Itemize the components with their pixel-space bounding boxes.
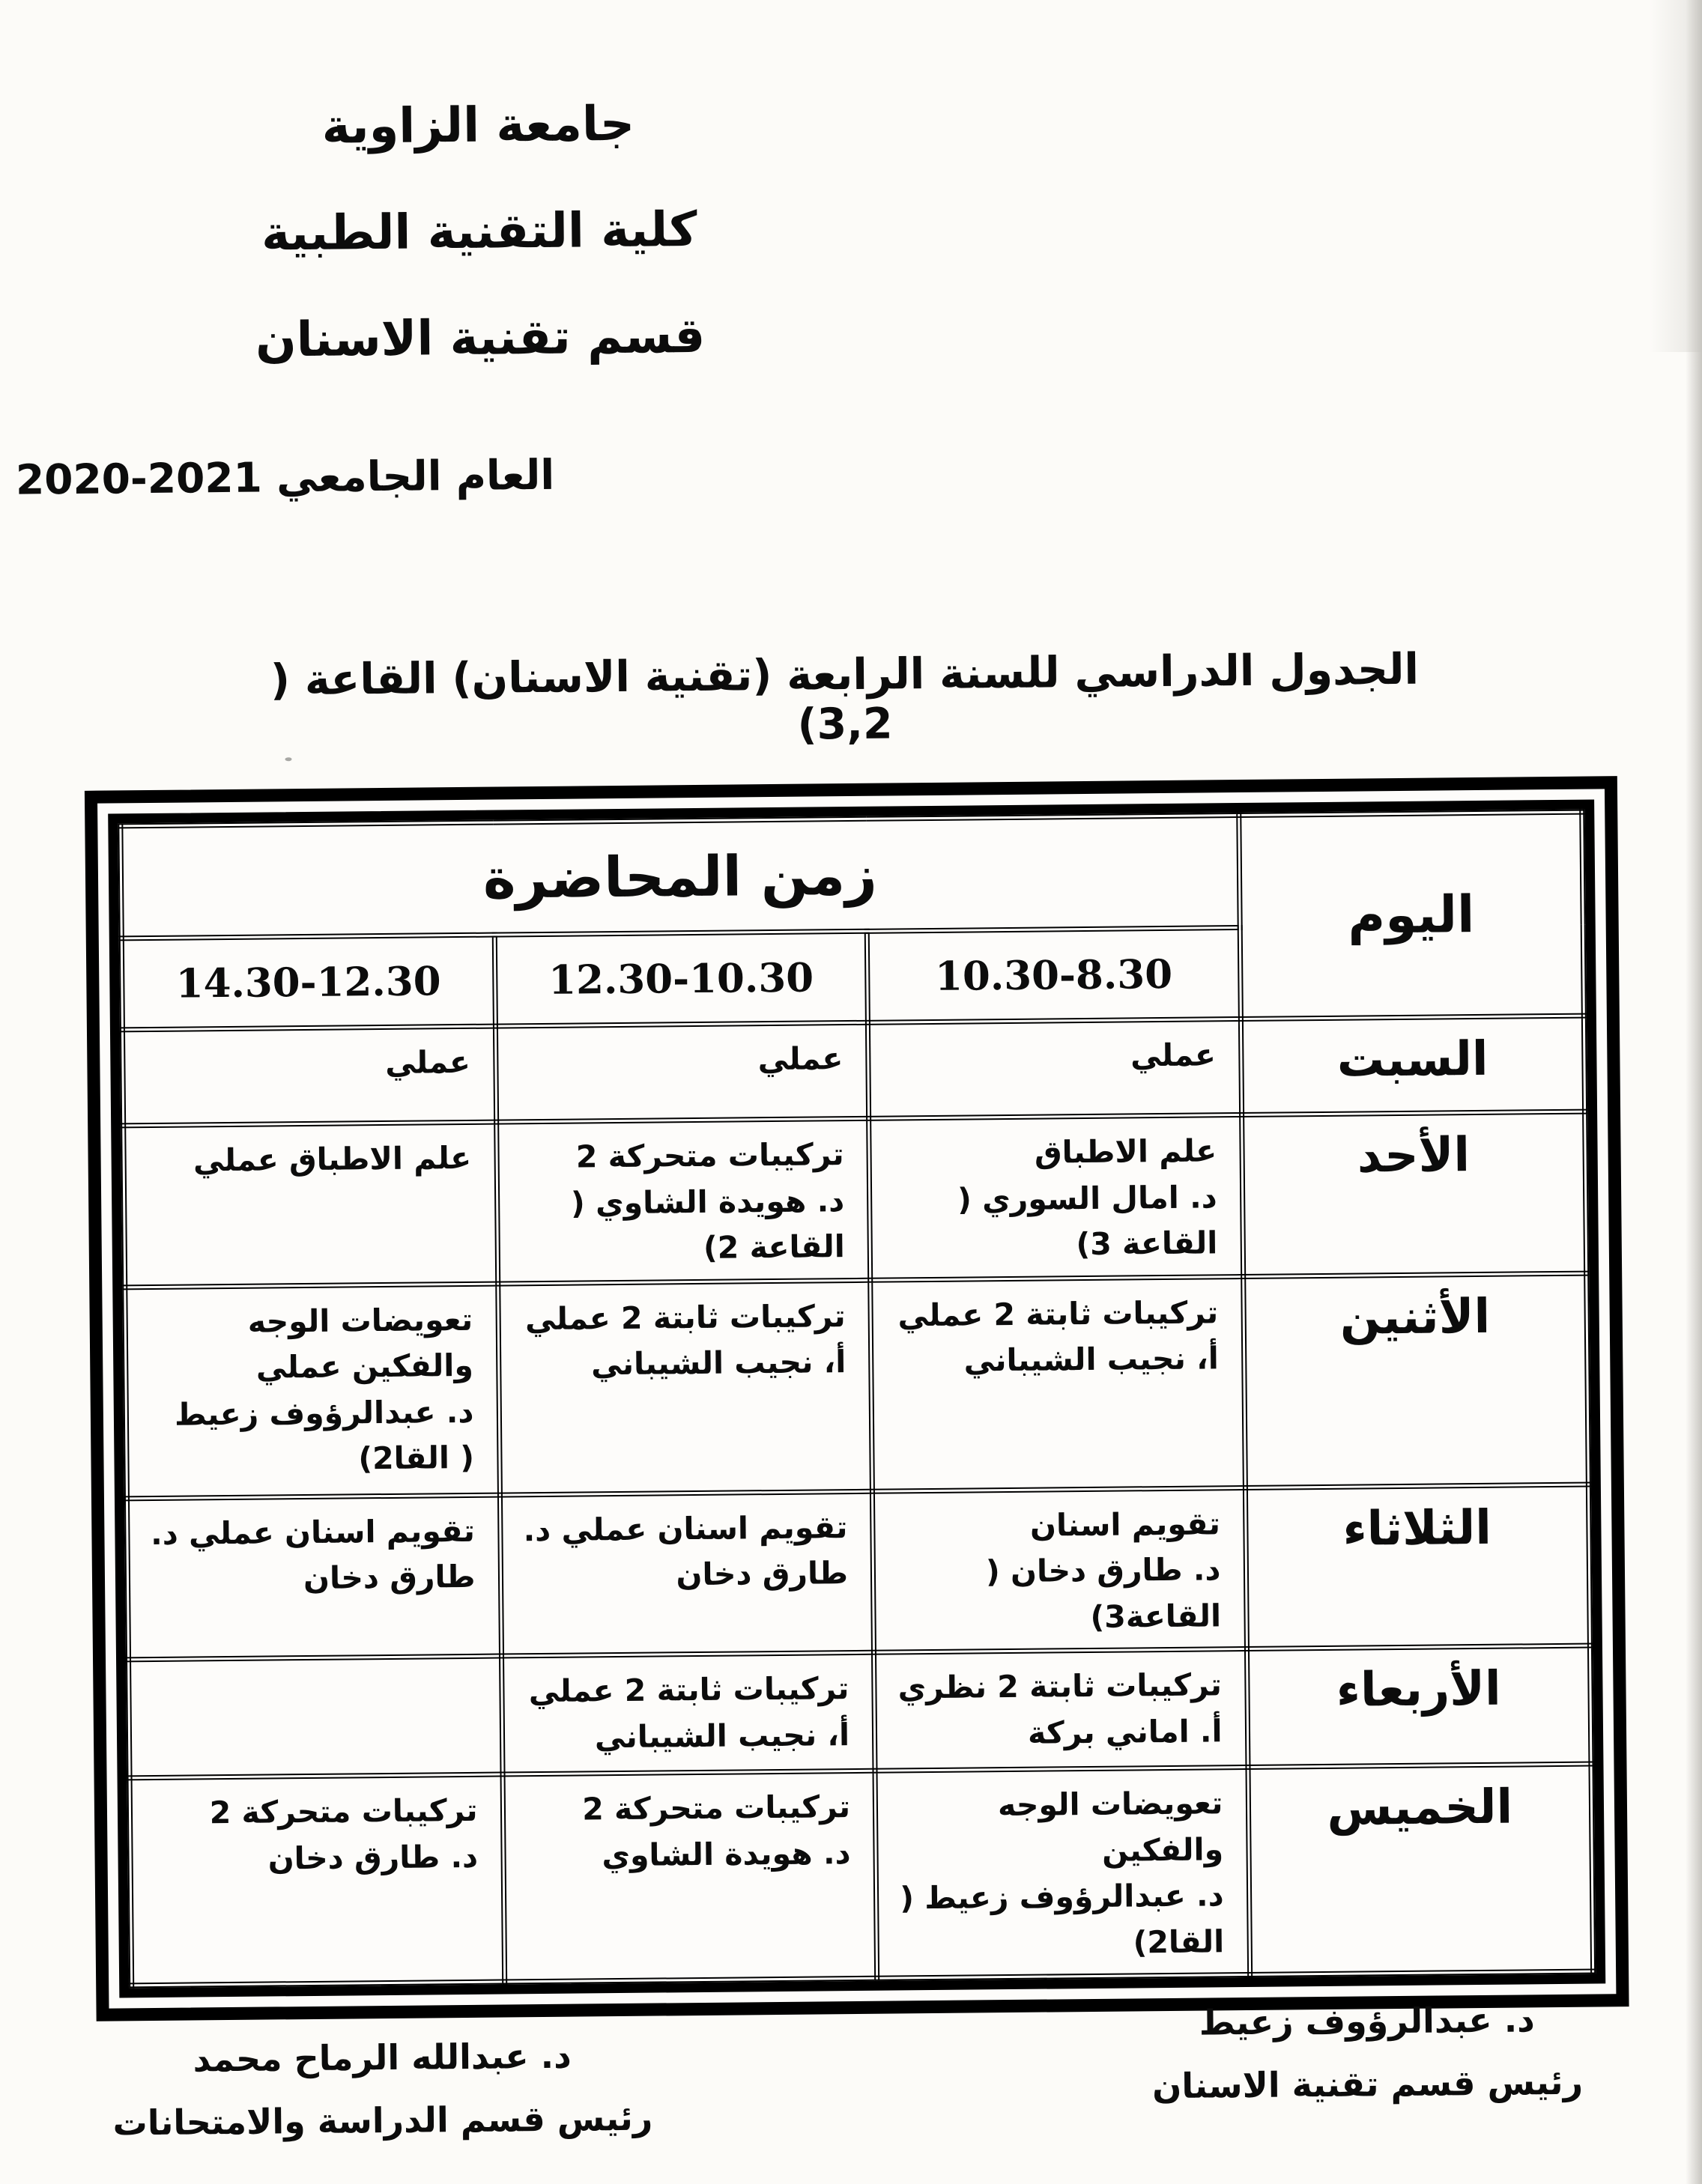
schedule-cell: تركيبات ثابتة 2 عملي أ، نجيب الشيباني xyxy=(497,1280,872,1495)
table-row-sunday xyxy=(124,1111,1587,1287)
day-wednesday: الأربعاء xyxy=(1247,1645,1591,1767)
document-header xyxy=(118,69,841,395)
table-row-thursday xyxy=(130,1764,1593,1986)
schedule-cell: تقويم اسنان عملي د. طارق دخان xyxy=(500,1491,874,1656)
schedule-cell: تركيبات ثابتة 2 عملي أ، نجيب الشيباني xyxy=(501,1652,875,1774)
schedule-cell: تركيبات متحركة 2 د. هويدة الشاوي xyxy=(503,1771,877,1982)
schedule-cell: تعويضات الوجه والفكين د. عبدالرؤوف زعيط ( القا2) xyxy=(875,1767,1250,1978)
table-row-monday xyxy=(125,1273,1589,1499)
schedule-cell: تركيبات متحركة 2 د. طارق دخان xyxy=(130,1774,504,1986)
signature-dept-head-name: د. عبدالرؤوف زعيط xyxy=(1199,1999,1536,2043)
day-tuesday: الثلاثاء xyxy=(1245,1484,1590,1649)
schedule-cell: تركيبات ثابتة 2 عملي أ، نجيب الشيباني xyxy=(870,1276,1245,1491)
schedule-cell: تعويضات الوجه والفكين عملي د. عبدالرؤوف زعيط ( القا2) xyxy=(125,1284,500,1499)
schedule-cell: عملي xyxy=(495,1022,869,1122)
schedule-table-frame xyxy=(85,776,1629,2021)
college-name: كلية التقنية الطبية xyxy=(261,201,697,262)
schedule-title: الجدول الدراسي للسنة الرابعة (تقنية الاسنان) القاعة ( 3,2) xyxy=(270,644,1420,750)
scan-speck xyxy=(285,757,291,761)
table-row-saturday xyxy=(122,1016,1584,1126)
signature-study-head xyxy=(86,2035,679,2144)
signature-dept-head xyxy=(1112,1999,1623,2107)
day-saturday: السبت xyxy=(1241,1016,1585,1114)
schedule-cell: تقويم اسنان د. طارق دخان ( القاعة3) xyxy=(872,1487,1247,1652)
schedule-table xyxy=(118,810,1596,1989)
schedule-cell: تركيبات ثابتة 2 نظري أ. اماني بركة xyxy=(873,1648,1247,1771)
table-header-row xyxy=(121,812,1583,938)
time-slot-2: 12.30-10.30 xyxy=(494,931,868,1026)
schedule-cell: علم الاطباق د. امال السوري ( القاعة 3) xyxy=(869,1115,1244,1280)
schedule-table-inner-border xyxy=(108,799,1605,1998)
time-slot-3: 14.30-12.30 xyxy=(121,935,495,1030)
scan-edge-shade xyxy=(1686,0,1702,2184)
signature-study-head-name: د. عبدالله الرماح محمد xyxy=(193,2035,572,2080)
department-name: قسم تقنية الاسنان xyxy=(255,308,706,368)
schedule-cell: علم الاطباق عملي xyxy=(124,1122,498,1287)
day-monday: الأثنين xyxy=(1243,1273,1588,1487)
lecture-time-header: زمن المحاضرة xyxy=(121,816,1240,938)
day-sunday: الأحد xyxy=(1241,1111,1587,1276)
university-name: جامعة الزاوية xyxy=(321,96,635,155)
signature-dept-head-title: رئيس قسم تقنية الاسنان xyxy=(1151,2061,1584,2107)
schedule-cell: عملي xyxy=(122,1026,496,1126)
schedule-cell: تقويم اسنان عملي د. طارق دخان xyxy=(127,1495,501,1660)
schedule-cell: عملي xyxy=(867,1019,1241,1119)
table-row-tuesday xyxy=(127,1484,1590,1660)
schedule-cell-empty xyxy=(129,1656,503,1778)
day-thursday: الخميس xyxy=(1247,1764,1593,1974)
schedule-cell: تركيبات متحركة 2 د. هويدة الشاوي ( القاعة 2) xyxy=(496,1118,870,1283)
table-row-wednesday xyxy=(129,1645,1591,1778)
academic-year: العام الجامعي 2021-2020 xyxy=(15,450,555,504)
day-column-header: اليوم xyxy=(1238,812,1584,1019)
time-slot-1: 10.30-8.30 xyxy=(867,928,1241,1023)
signature-study-head-title: رئيس قسم الدراسة والامتحانات xyxy=(112,2097,653,2144)
